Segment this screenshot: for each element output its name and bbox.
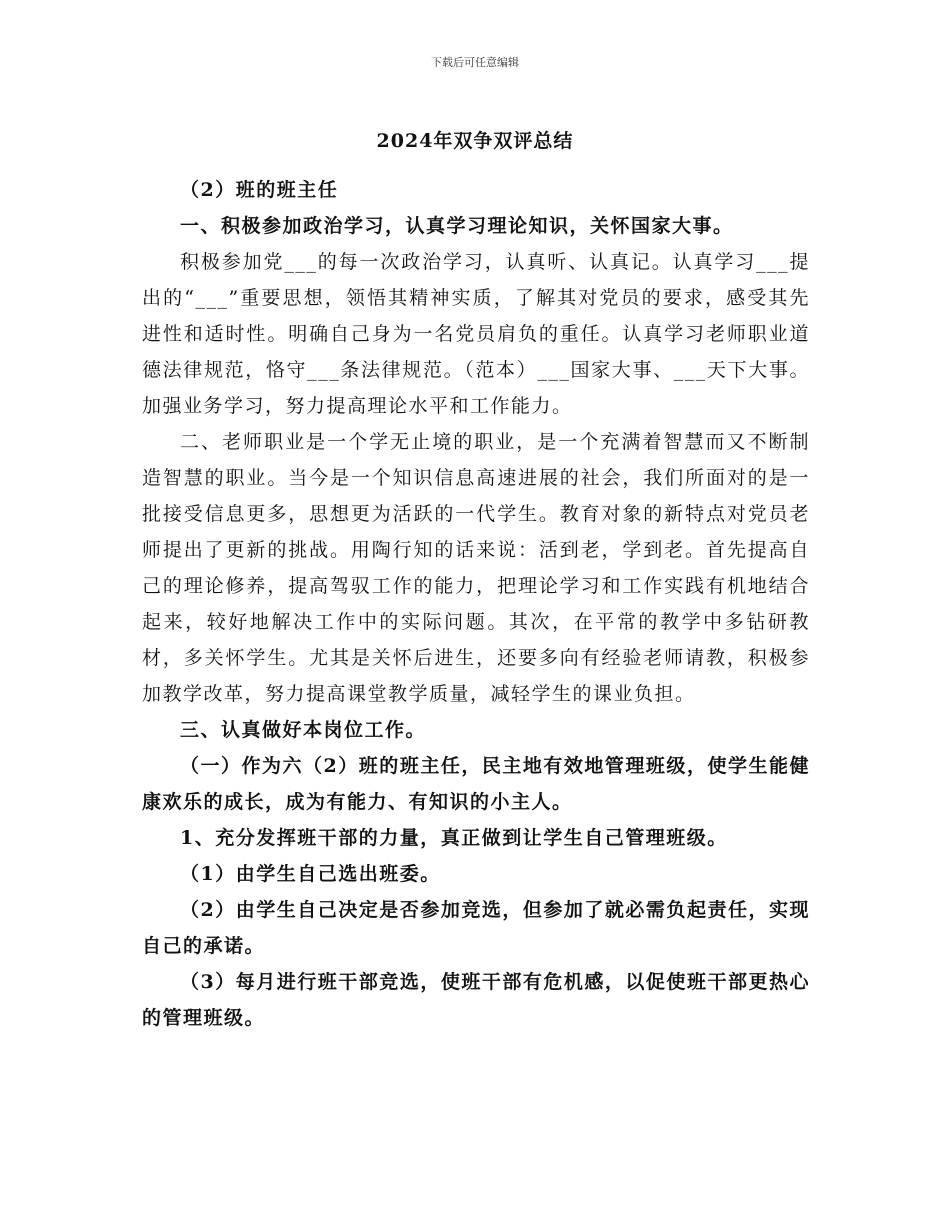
page-header-note: 下载后可任意编辑 xyxy=(431,56,519,69)
item-class-cadres: 1、充分发挥班干部的力量，真正做到让学生自己管理班级。 xyxy=(180,827,728,849)
subitem-3: （3）每月进行班干部竞选，使班干部有危机感，以促使班干部更热心的管理班级。 xyxy=(142,971,810,1029)
subitem-1: （1）由学生自己选出班委。 xyxy=(180,863,441,885)
heading-political-study: 一、积极参加政治学习，认真学习理论知识，关怀国家大事。 xyxy=(180,215,734,237)
heading-job-duties: 三、认真做好本岗位工作。 xyxy=(180,719,427,741)
document-title: 2024年双争双评总结 xyxy=(376,130,574,152)
document-body xyxy=(142,172,810,1036)
paragraph-class-teacher: （2）班的班主任 xyxy=(180,179,339,201)
paragraph-teacher-profession: 二、老师职业是一个学无止境的职业，是一个充满着智慧而又不断制造智慧的职业。当今是一个知识信息高速进展的社会，我们所面对的是一批接受信息更多，思想更为活跃的一代学生。教育对象的新特点对党员老师提出了更新的挑战。用陶行知的话来说：活到老，学到老。首先提高自己的理论修养，提高驾驭工作的能力，把理论学习和工作实践有机地结合起来，较好地解决工作中的实际问题。其次，在平常的教学中多钻研教材，多关怀学生。尤其是关怀后进生，还要多向有经验老师请教，积极参加教学改革，努力提高课堂教学质量，减轻学生的课业负担。 xyxy=(142,431,810,705)
subitem-2: （2）由学生自己决定是否参加竞选，但参加了就必需负起责任，实现自己的承诺。 xyxy=(142,899,810,957)
paragraph-class-management: （一）作为六（2）班的班主任，民主地有效地管理班级，使学生能健康欢乐的成长，成为有能力、有知识的小主人。 xyxy=(142,755,810,813)
paragraph-political-study: 积极参加党___的每一次政治学习，认真听、认真记。认真学习___提出的“___”重要思想，领悟其精神实质，了解其对党员的要求，感受其先进性和适时性。明确自己身为一名党员肩负的重任。认真学习老师职业道德法律规范，恪守___条法律规范。（范本）___国家大事、___天下大事。加强业务学习，努力提高理论水平和工作能力。 xyxy=(142,251,810,417)
